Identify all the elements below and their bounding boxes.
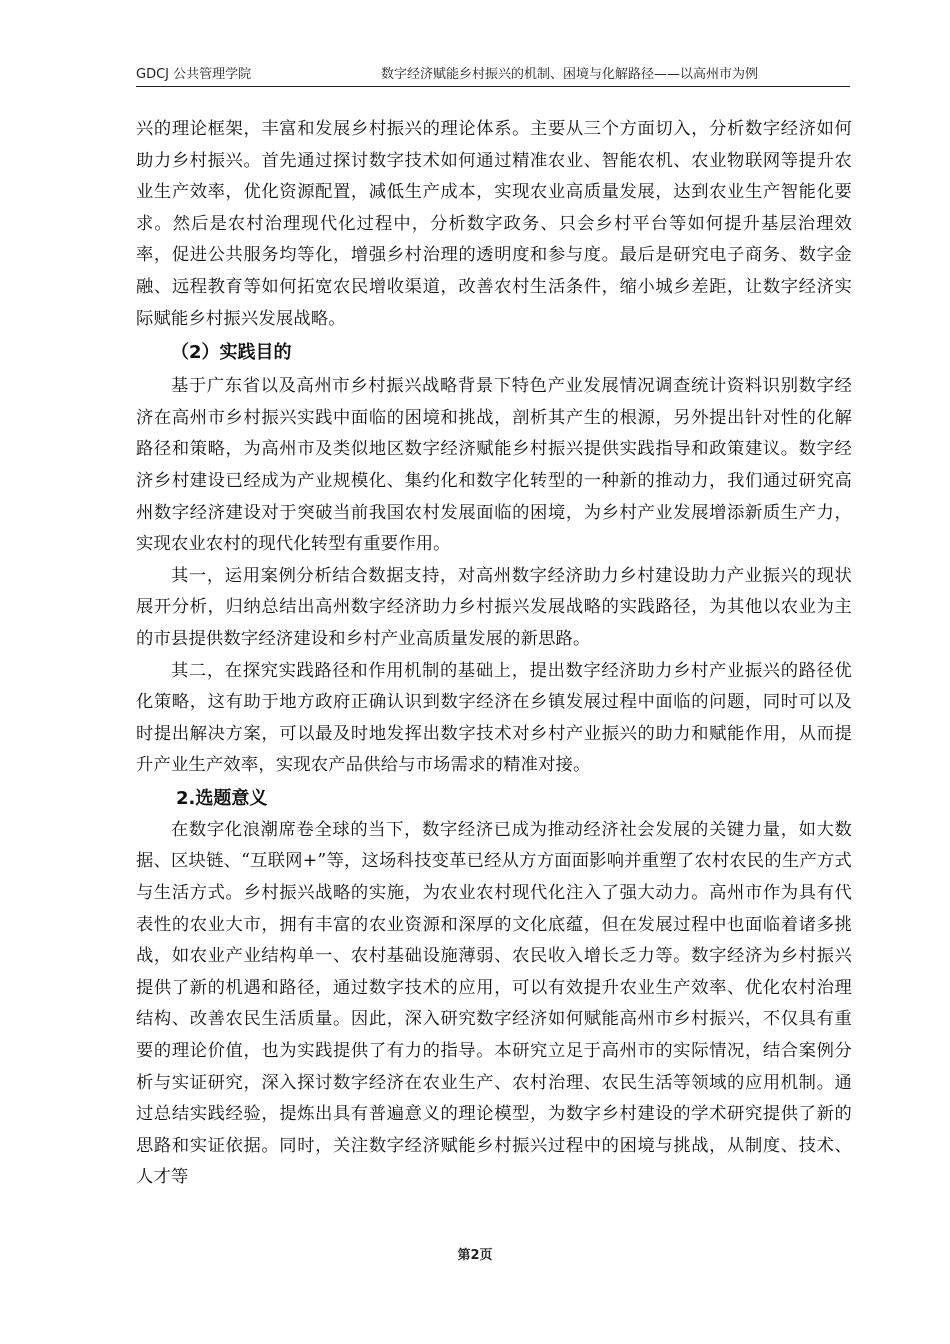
paragraph-topic-significance: 在数字化浪潮席卷全球的当下，数字经济已成为推动经济社会发展的关键力量，如大数据、区块链、“互联网+”等，这场科技变革已经从方方面面影响并重塑了农村农民的生产方式与生活方式。乡村振兴战略的实施，为农业农村现代化注入了强大动力。高州市作为具有代表性的农业大市，拥有丰富的农业资源和深厚的文化底蕴，但在发展过程中也面临着诸多挑战，如农业产业结构单一、农村基础设施薄弱、农民收入增长乏力等。数字经济为乡村振兴提供了新的机遇和路径，通过数字技术的应用，可以有效提升农业生产效率、优化农村治理结构、改善农民生活质量。因此，深入研究数字经济如何赋能高州市乡村振兴，不仅具有重要的理论价值，也为实践提供了有力的指导。本研究立足于高州市的实际情况，结合案例分析与实证研究，深入探讨数字经济在农业生产、农村治理、农民生活等领域的应用机制。通过总结实践经验，提炼出具有普遍意义的理论模型，为数字乡村建设的学术研究提供了新的思路和实证依据。同时，关注数字经济赋能乡村振兴过程中的困境与挑战，从制度、技术、人才等 <box>136 819 852 1188</box>
document-body <box>136 114 852 1194</box>
paragraph-theory-continuation: 兴的理论框架，丰富和发展乡村振兴的理论体系。主要从三个方面切入，分析数字经济如何助力乡村振兴。首先通过探讨数字技术如何通过精准农业、智能农机、农业物联网等提升农业生产效率，优化资源配置，减低生产成本，实现农业高质量发展，达到农业生产智能化要求。然后是农村治理现代化过程中，分析数字政务、只会乡村平台等如何提升基层治理效率，促进公共服务均等化，增强乡村治理的透明度和参与度。最后是研究电子商务、数字金融、远程教育等如何拓宽农民增收渠道，改善农村生活条件，缩小城乡差距，让数字经济实际赋能乡村振兴发展战略。 <box>136 119 852 329</box>
paragraph-practice-first: 其一，运用案例分析结合数据支持，对高州数字经济助力乡村建设助力产业振兴的现状展开分析，归纳总结出高州数字经济助力乡村振兴发展战略的实践路径，为其他以农业为主的市县提供数字经济建设和乡村产业高质量发展的新思路。 <box>136 565 852 649</box>
header-document-title: 数字经济赋能乡村振兴的机制、困境与化解路径——以高州市为例 <box>381 67 759 82</box>
header-school-name: GDCJ 公共管理学院 <box>136 67 252 82</box>
subheading-practice-purpose: （2）实践目的 <box>171 342 292 364</box>
page-header <box>136 64 850 87</box>
section-heading-topic-significance: 2.选题意义 <box>176 787 268 809</box>
paragraph-practice-intro: 基于广东省以及高州市乡村振兴战略背景下特色产业发展情况调查统计资料识别数字经济在高州市乡村振兴实践中面临的困境和挑战，剖析其产生的根源，另外提出针对性的化解路径和策略，为高州市及类似地区数字经济赋能乡村振兴提供实践指导和政策建议。数字经济乡村建设已经成为产业规模化、集约化和数字化转型的一种新的推动力，我们通过研究高州数字经济建设对于突破当前我国农村发展面临的困境，为乡村产业发展增添新质生产力，实现农业农村的现代化转型有重要作用。 <box>136 376 852 555</box>
paragraph-practice-second: 其二，在探究实践路径和作用机制的基础上，提出数字经济助力乡村产业振兴的路径优化策略，这有助于地方政府正确认识到数字经济在乡镇发展过程中面临的问题，同时可以及时提出解决方案，可以最及时地发挥出数字技术对乡村产业振兴的助力和赋能作用，从而提升产业生产效率，实现农产品供给与市场需求的精准对接。 <box>136 660 852 776</box>
page-number: 第2页 <box>457 1248 493 1263</box>
